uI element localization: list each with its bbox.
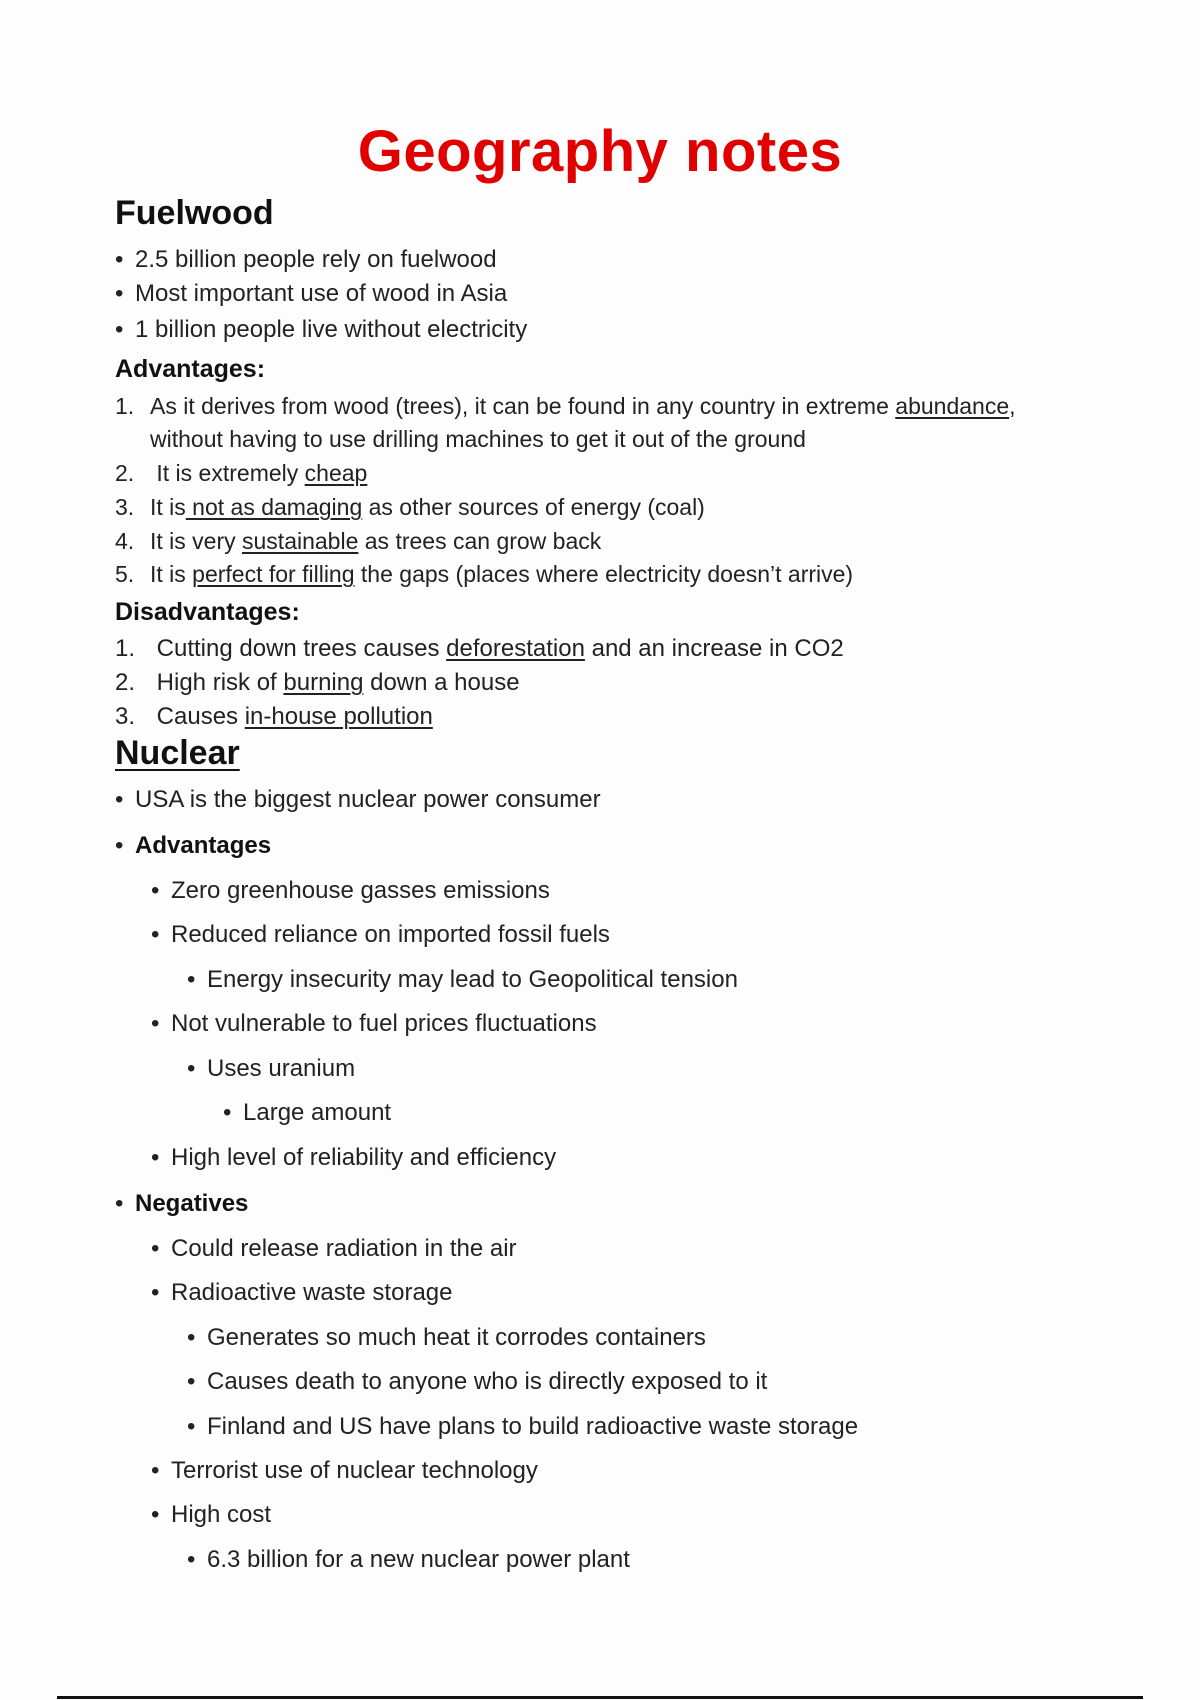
- bullet-icon: •: [115, 316, 124, 343]
- list-item: • Could release radiation in the air: [151, 1235, 517, 1262]
- list-item: • 2.5 billion people rely on fuelwood: [115, 246, 497, 273]
- numbered-item-continuation: without having to use drilling machines to get it out of the ground: [150, 426, 806, 452]
- numbered-item: 4. It is very sustainable as trees can grow back: [115, 528, 602, 554]
- numbered-item: 3. It is not as damaging as other sources of energy (coal): [115, 494, 705, 520]
- bullet-icon: •: [151, 1144, 160, 1171]
- bullet-icon: •: [115, 786, 124, 813]
- list-item: • Generates so much heat it corrodes containers: [187, 1324, 706, 1351]
- numbered-item: 2. High risk of burning down a house: [115, 669, 520, 696]
- list-item: • 1 billion people live without electricity: [115, 316, 528, 343]
- list-item: • Terrorist use of nuclear technology: [151, 1457, 538, 1484]
- bullet-icon: •: [115, 832, 124, 859]
- list-item: • USA is the biggest nuclear power consumer: [115, 786, 601, 813]
- list-item: • Not vulnerable to fuel prices fluctuations: [151, 1010, 597, 1037]
- page-divider: [57, 1696, 1143, 1699]
- list-item: • Finland and US have plans to build radioactive waste storage: [187, 1413, 859, 1440]
- bullet-icon: •: [115, 280, 124, 307]
- bullet-icon: •: [223, 1099, 232, 1126]
- nuclear-subheading: • Advantages: [115, 832, 272, 859]
- bullet-icon: •: [187, 1546, 196, 1573]
- bullet-icon: •: [187, 1055, 196, 1082]
- bullet-icon: •: [187, 1324, 196, 1351]
- list-item: • Reduced reliance on imported fossil fuels: [151, 921, 610, 948]
- bullet-icon: •: [187, 1368, 196, 1395]
- bullet-icon: •: [187, 966, 196, 993]
- list-item: • Large amount: [223, 1099, 392, 1126]
- bullet-icon: •: [115, 246, 124, 273]
- list-item: • Zero greenhouse gasses emissions: [151, 877, 550, 904]
- bullet-icon: •: [151, 1457, 160, 1484]
- numbered-item: 1. Cutting down trees causes deforestation and an increase in CO2: [115, 635, 844, 662]
- list-item: • Energy insecurity may lead to Geopolitical tension: [187, 966, 738, 993]
- list-item: • Radioactive waste storage: [151, 1279, 453, 1306]
- bullet-icon: •: [151, 1010, 160, 1037]
- bullet-icon: •: [115, 1190, 124, 1217]
- nuclear-subheading: • Negatives: [115, 1190, 249, 1217]
- bullet-icon: •: [151, 921, 160, 948]
- heading-nuclear: Nuclear: [115, 734, 240, 772]
- subheading-disadvantages: Disadvantages:: [115, 598, 300, 626]
- list-item: • Uses uranium: [187, 1055, 356, 1082]
- bullet-icon: •: [151, 877, 160, 904]
- list-item: • High cost: [151, 1501, 272, 1528]
- bullet-icon: •: [151, 1279, 160, 1306]
- list-item: • Causes death to anyone who is directly exposed to it: [187, 1368, 768, 1395]
- list-item: • High level of reliability and efficiency: [151, 1144, 557, 1171]
- heading-fuelwood: Fuelwood: [115, 194, 274, 232]
- numbered-item: 2. It is extremely cheap: [115, 460, 368, 486]
- numbered-item: 5. It is perfect for filling the gaps (places where electricity doesn’t arrive): [115, 561, 854, 587]
- list-item: • Most important use of wood in Asia: [115, 280, 508, 307]
- numbered-item: 3. Causes in-house pollution: [115, 703, 433, 730]
- numbered-item: 1. As it derives from wood (trees), it can be found in any country in extreme abundance,: [115, 393, 1016, 419]
- bullet-icon: •: [151, 1501, 160, 1528]
- bullet-icon: •: [151, 1235, 160, 1262]
- page-title: Geography notes: [357, 119, 843, 184]
- subheading-advantages: Advantages:: [115, 355, 266, 383]
- list-item: • 6.3 billion for a new nuclear power plant: [187, 1546, 630, 1573]
- bullet-icon: •: [187, 1413, 196, 1440]
